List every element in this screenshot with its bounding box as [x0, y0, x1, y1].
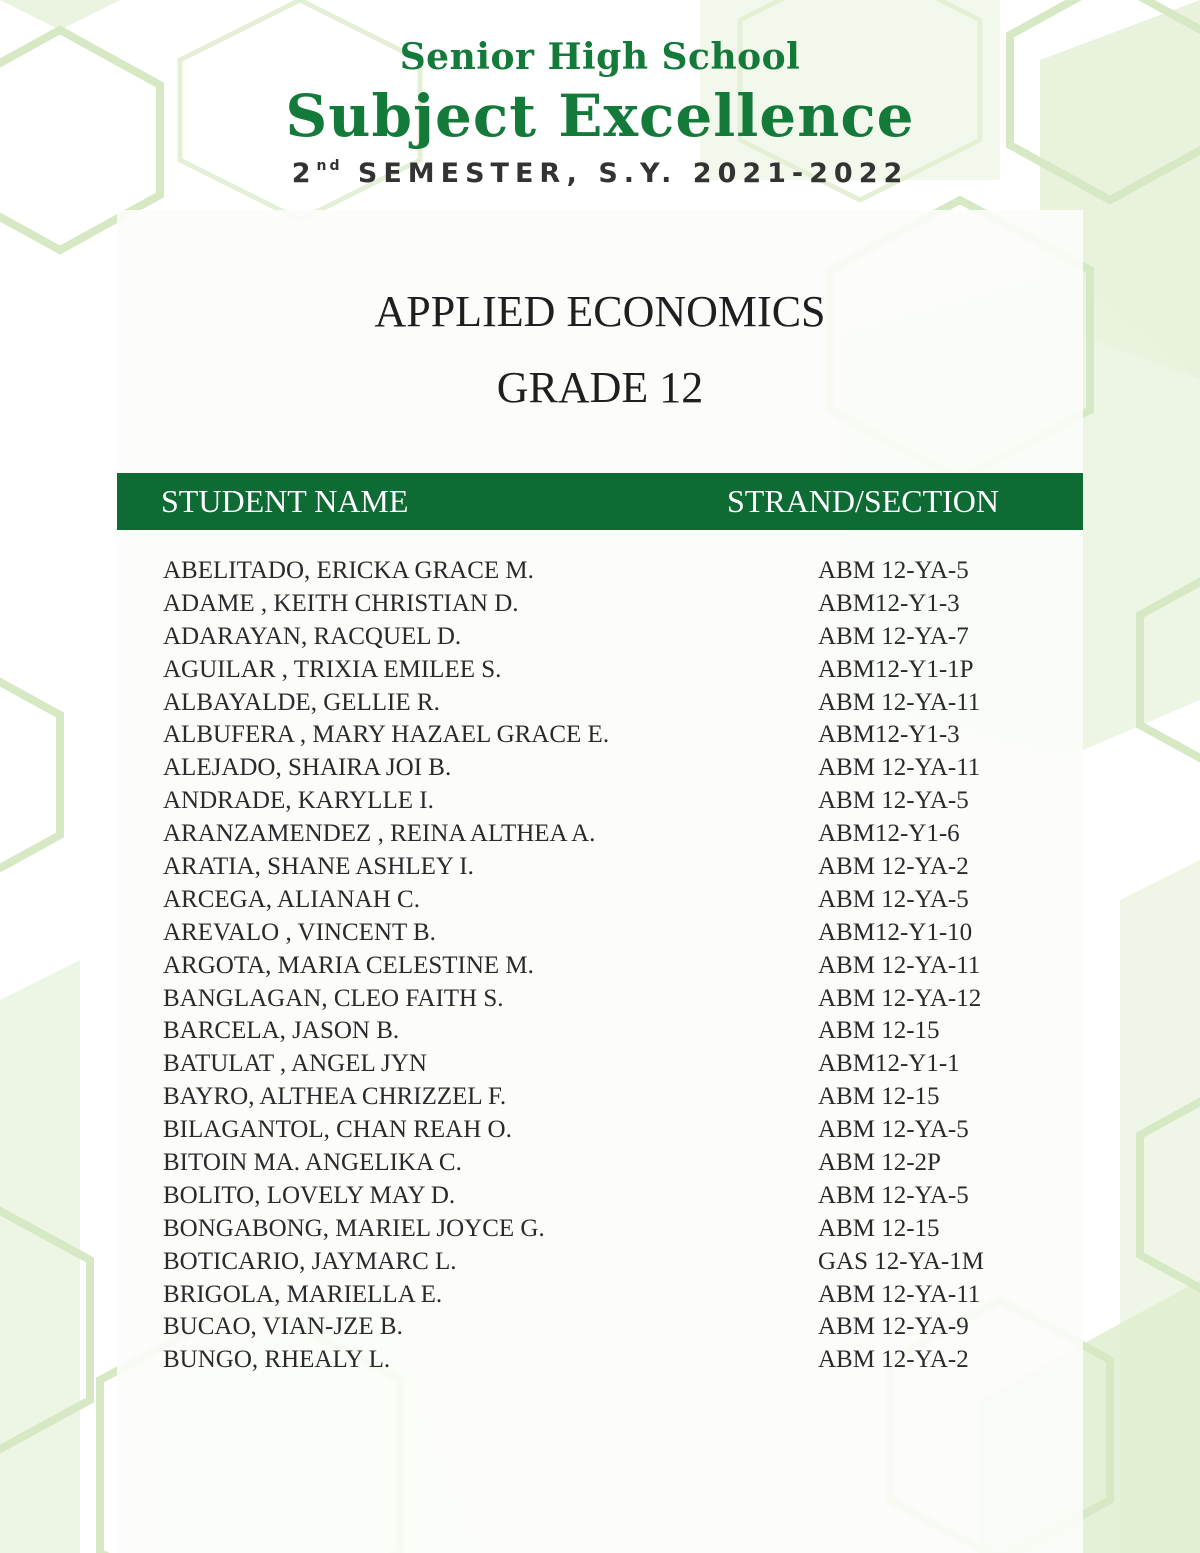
student-name-cell: ARGOTA, MARIA CELESTINE M.: [163, 951, 534, 979]
table-row: [0, 1083, 1200, 1116]
strand-section-cell: ABM 12-YA-11: [818, 688, 981, 716]
strand-section-cell: ABM 12-15: [818, 1083, 940, 1111]
student-name-cell: ALBUFERA , MARY HAZAEL GRACE E.: [163, 721, 610, 749]
table-row: [0, 656, 1200, 689]
student-name-cell: BOLITO, LOVELY MAY D.: [163, 1181, 456, 1209]
strand-section-cell: ABM 12-YA-2: [818, 853, 969, 881]
table-row: [0, 1248, 1200, 1281]
table-row: [0, 853, 1200, 886]
student-name-cell: BONGABONG, MARIEL JOYCE G.: [163, 1214, 545, 1242]
column-header-strand-section: STRAND/SECTION: [727, 483, 1000, 519]
table-row: [0, 1116, 1200, 1149]
student-name-cell: BARCELA, JASON B.: [163, 1017, 400, 1045]
table-row: [0, 787, 1200, 820]
student-name-cell: AGUILAR , TRIXIA EMILEE S.: [163, 655, 502, 683]
student-name-cell: ABELITADO, ERICKA GRACE M.: [163, 557, 534, 584]
strand-section-cell: ABM 12-YA-11: [818, 951, 981, 979]
strand-section-cell: ABM12-Y1-6: [818, 820, 960, 848]
student-name-cell: BAYRO, ALTHEA CHRIZZEL F.: [163, 1083, 507, 1111]
student-name-cell: BILAGANTOL, CHAN REAH O.: [163, 1116, 512, 1144]
strand-section-cell: ABM 12-YA-5: [818, 1181, 969, 1209]
student-name-cell: BRIGOLA, MARIELLA E.: [163, 1280, 443, 1308]
strand-section-cell: ABM 12-YA-5: [818, 787, 969, 815]
strand-section-cell: ABM12-Y1-10: [818, 918, 973, 946]
strand-section-cell: ABM 12-YA-11: [818, 754, 981, 782]
strand-section-cell: ABM 12-YA-5: [818, 1116, 969, 1144]
subject-title: APPLIED ECONOMICS: [374, 287, 826, 336]
strand-section-cell: ABM 12-YA-7: [818, 622, 969, 650]
table-row: [0, 1149, 1200, 1182]
grade-title: GRADE 12: [496, 363, 704, 412]
student-name-cell: ANDRADE, KARYLLE I.: [163, 787, 434, 815]
student-name-cell: BUNGO, RHEALY L.: [163, 1346, 391, 1374]
table-row: [0, 754, 1200, 787]
student-name-cell: BITOIN MA. ANGELIKA C.: [163, 1149, 462, 1177]
student-name-cell: ADARAYAN, RACQUEL D.: [163, 622, 462, 650]
strand-section-cell: GAS 12-YA-1M: [818, 1247, 984, 1275]
strand-section-cell: ABM12-Y1-3: [818, 721, 960, 749]
student-name-cell: BOTICARIO, JAYMARC L.: [163, 1247, 457, 1275]
semester-label: [0, 158, 1200, 189]
student-name-cell: ARANZAMENDEZ , REINA ALTHEA A.: [163, 820, 596, 848]
semester-ordinal-suffix: nd: [316, 158, 343, 174]
table-row: [0, 820, 1200, 853]
strand-section-cell: ABM12-Y1-1P: [818, 655, 974, 683]
table-row: [0, 1313, 1200, 1346]
strand-section-cell: ABM 12-2P: [818, 1149, 941, 1177]
student-name-cell: BATULAT , ANGEL JYN: [163, 1050, 427, 1078]
student-name-cell: ALEJADO, SHAIRA JOI B.: [163, 754, 452, 782]
table-row: [0, 1182, 1200, 1215]
semester-number: 2: [291, 158, 317, 189]
strand-section-cell: ABM 12-YA-2: [818, 1346, 969, 1374]
table-row: [0, 721, 1200, 754]
table-header: [117, 473, 1083, 530]
table-row: [0, 590, 1200, 623]
semester-text: SEMESTER, S.Y. 2021-2022: [342, 158, 909, 189]
table-row: [0, 1050, 1200, 1083]
strand-section-cell: ABM12-Y1-3: [818, 589, 960, 617]
table-row: [0, 689, 1200, 722]
table-row: [0, 886, 1200, 919]
student-name-cell: AREVALO , VINCENT B.: [163, 918, 436, 946]
strand-section-cell: ABM 12-YA-12: [818, 984, 982, 1012]
column-header-student-name: STUDENT NAME: [161, 483, 409, 519]
school-label: Senior High School: [399, 36, 801, 78]
strand-section-cell: ABM 12-15: [818, 1214, 940, 1242]
student-name-cell: ADAME , KEITH CHRISTIAN D.: [163, 589, 519, 617]
student-name-cell: ARATIA, SHANE ASHLEY I.: [163, 853, 474, 881]
strand-section-cell: ABM 12-YA-9: [818, 1313, 969, 1341]
strand-section-cell: ABM 12-15: [818, 1017, 940, 1045]
strand-section-cell: ABM12-Y1-1: [818, 1050, 960, 1078]
table-row: [0, 623, 1200, 656]
student-name-cell: BUCAO, VIAN-JZE B.: [163, 1313, 403, 1341]
table-row: [0, 1215, 1200, 1248]
strand-section-cell: ABM 12-YA-11: [818, 1280, 981, 1308]
strand-section-cell: ABM 12-YA-5: [818, 557, 969, 584]
table-row: [0, 919, 1200, 952]
table-row: [0, 952, 1200, 985]
table-row: [0, 985, 1200, 1018]
table-row: [0, 1017, 1200, 1050]
student-list: [0, 557, 1200, 1379]
student-name-cell: ARCEGA, ALIANAH C.: [163, 885, 420, 913]
table-row: [0, 557, 1200, 590]
strand-section-cell: ABM 12-YA-5: [818, 885, 969, 913]
page-title: Subject Excellence: [285, 82, 915, 150]
table-row: [0, 1281, 1200, 1314]
table-row: [0, 1346, 1200, 1379]
student-name-cell: ALBAYALDE, GELLIE R.: [163, 688, 440, 716]
student-name-cell: BANGLAGAN, CLEO FAITH S.: [163, 984, 504, 1012]
